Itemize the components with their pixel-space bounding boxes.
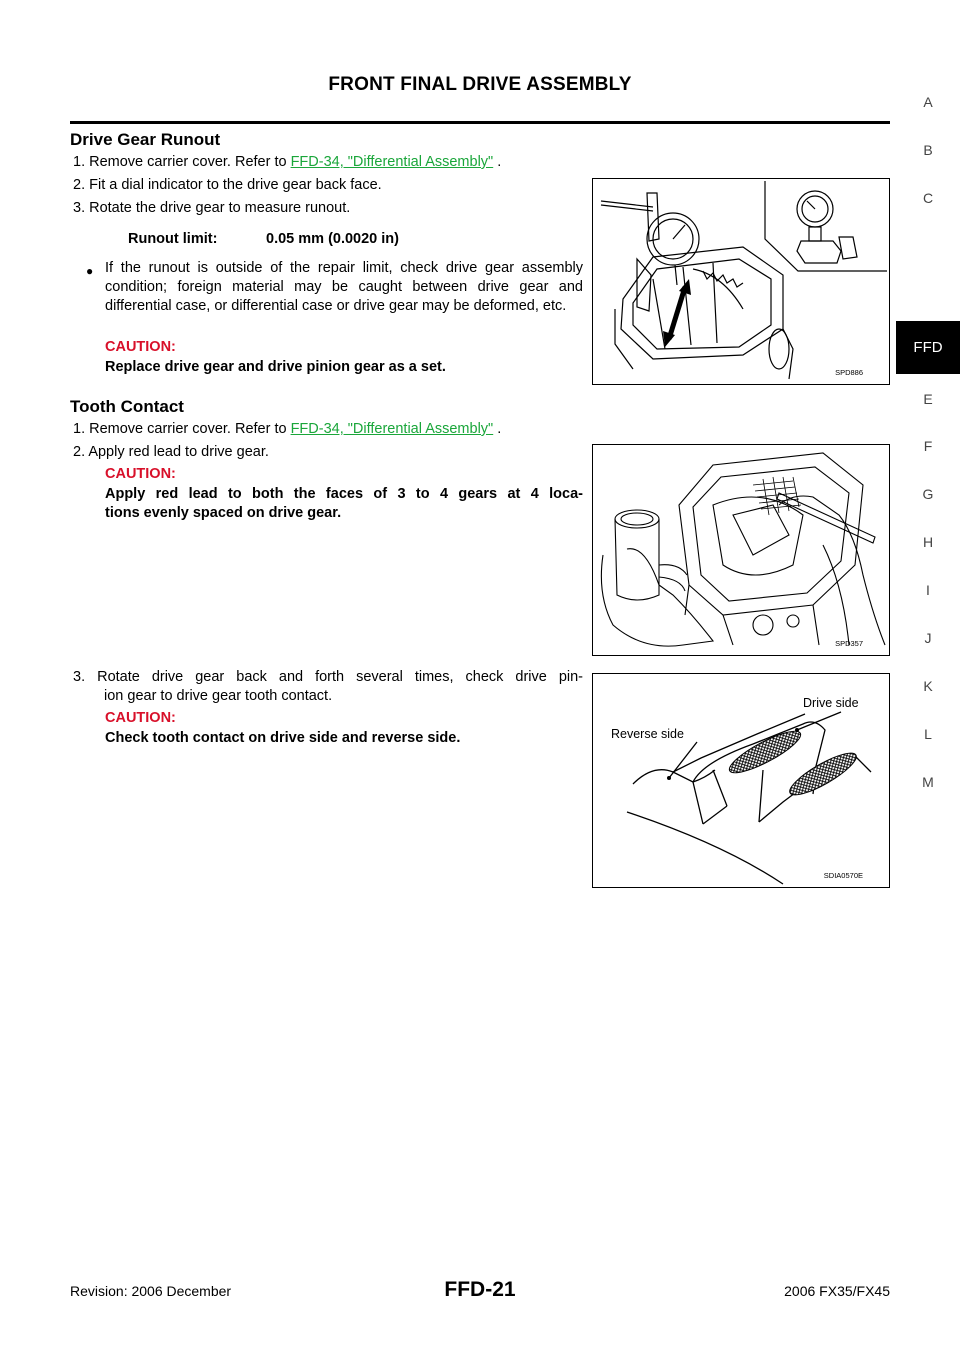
figure-apply-red-lead — [592, 444, 890, 656]
step-suffix: . — [493, 421, 502, 437]
step-1-remove-cover — [73, 153, 501, 172]
label-reverse-side: Reverse side — [611, 727, 684, 741]
figure-id-spd357: SPD357 — [835, 639, 863, 648]
figure-apply-red-lead-drawing — [593, 445, 889, 655]
section-heading-tooth-contact: Tooth Contact — [70, 397, 184, 416]
caution-text-2-line1: Apply red lead to both the faces of 3 to 4 gears at 4 loca- — [105, 486, 583, 502]
step-3-check-tooth-contact-line1: 3. Rotate drive gear back and forth several times, check drive pin- — [73, 669, 583, 685]
sidebar-letter-c[interactable]: C — [922, 190, 934, 206]
caution-label: CAUTION: — [105, 339, 176, 355]
label-drive-side: Drive side — [803, 696, 859, 710]
link-differential-assembly-2[interactable]: FFD-34, "Differential Assembly" — [290, 421, 494, 437]
sidebar-letter-g[interactable]: G — [922, 486, 934, 502]
step-3-rotate-gear: 3. Rotate the drive gear to measure runout. — [73, 200, 351, 216]
bullet-icon: ● — [86, 264, 94, 278]
figure-dial-indicator-drawing — [593, 179, 889, 384]
bullet-runout-check: If the runout is outside of the repair limit, check drive gear assembly condition; foreign material may be caught between drive gear and differential case, or differential case or drive gear may be deformed, etc. — [105, 260, 583, 314]
footer-page-number: FFD-21 — [444, 1278, 516, 1301]
sidebar-letter-m[interactable]: M — [922, 774, 934, 790]
sidebar-letter-h[interactable]: H — [922, 534, 934, 550]
step-text: 1. Remove carrier cover. Refer to — [73, 421, 291, 437]
figure-id-sdia0570e: SDIA0570E — [823, 871, 863, 880]
sidebar-letter-a[interactable]: A — [923, 94, 933, 110]
step-1-remove-cover-2 — [73, 420, 501, 439]
caution-text-2-line2: tions evenly spaced on drive gear. — [105, 505, 342, 521]
caution-text: Replace drive gear and drive pinion gear as a set. — [105, 359, 446, 375]
figure-tooth-contact — [592, 673, 890, 888]
page-title: FRONT FINAL DRIVE ASSEMBLY — [328, 74, 632, 95]
link-differential-assembly[interactable]: FFD-34, "Differential Assembly" — [290, 154, 494, 170]
sidebar-tab-ffd[interactable]: FFD — [896, 321, 960, 374]
step-2-fit-dial-indicator: 2. Fit a dial indicator to the drive gear back face. — [73, 177, 382, 193]
step-text: 1. Remove carrier cover. Refer to — [73, 154, 291, 170]
figure-tooth-contact-drawing — [593, 674, 889, 887]
section-heading-drive-gear-runout: Drive Gear Runout — [70, 130, 221, 149]
caution-label-2: CAUTION: — [105, 466, 176, 482]
header-rule — [70, 121, 890, 124]
spec-value: 0.05 mm (0.0020 in) — [266, 231, 399, 247]
sidebar-letter-b[interactable]: B — [923, 142, 933, 158]
sidebar-letter-j[interactable]: J — [924, 630, 932, 646]
step-3-check-tooth-contact-line2: ion gear to drive gear tooth contact. — [104, 688, 333, 704]
sidebar-letter-i[interactable]: I — [926, 582, 930, 598]
figure-id-spd886: SPD886 — [835, 368, 863, 377]
caution-text-3: Check tooth contact on drive side and reverse side. — [105, 730, 461, 746]
sidebar-letter-e[interactable]: E — [923, 391, 933, 407]
footer-revision: Revision: 2006 December — [70, 1283, 232, 1299]
step-2-apply-red-lead: 2. Apply red lead to drive gear. — [73, 444, 269, 460]
spec-label: Runout limit: — [128, 231, 218, 247]
caution-label-3: CAUTION: — [105, 710, 176, 726]
sidebar-letter-l[interactable]: L — [924, 726, 932, 742]
step-suffix: . — [493, 154, 502, 170]
footer-model: 2006 FX35/FX45 — [784, 1283, 890, 1299]
figure-dial-indicator — [592, 178, 890, 385]
sidebar-letter-k[interactable]: K — [923, 678, 933, 694]
sidebar-letter-f[interactable]: F — [923, 438, 933, 454]
